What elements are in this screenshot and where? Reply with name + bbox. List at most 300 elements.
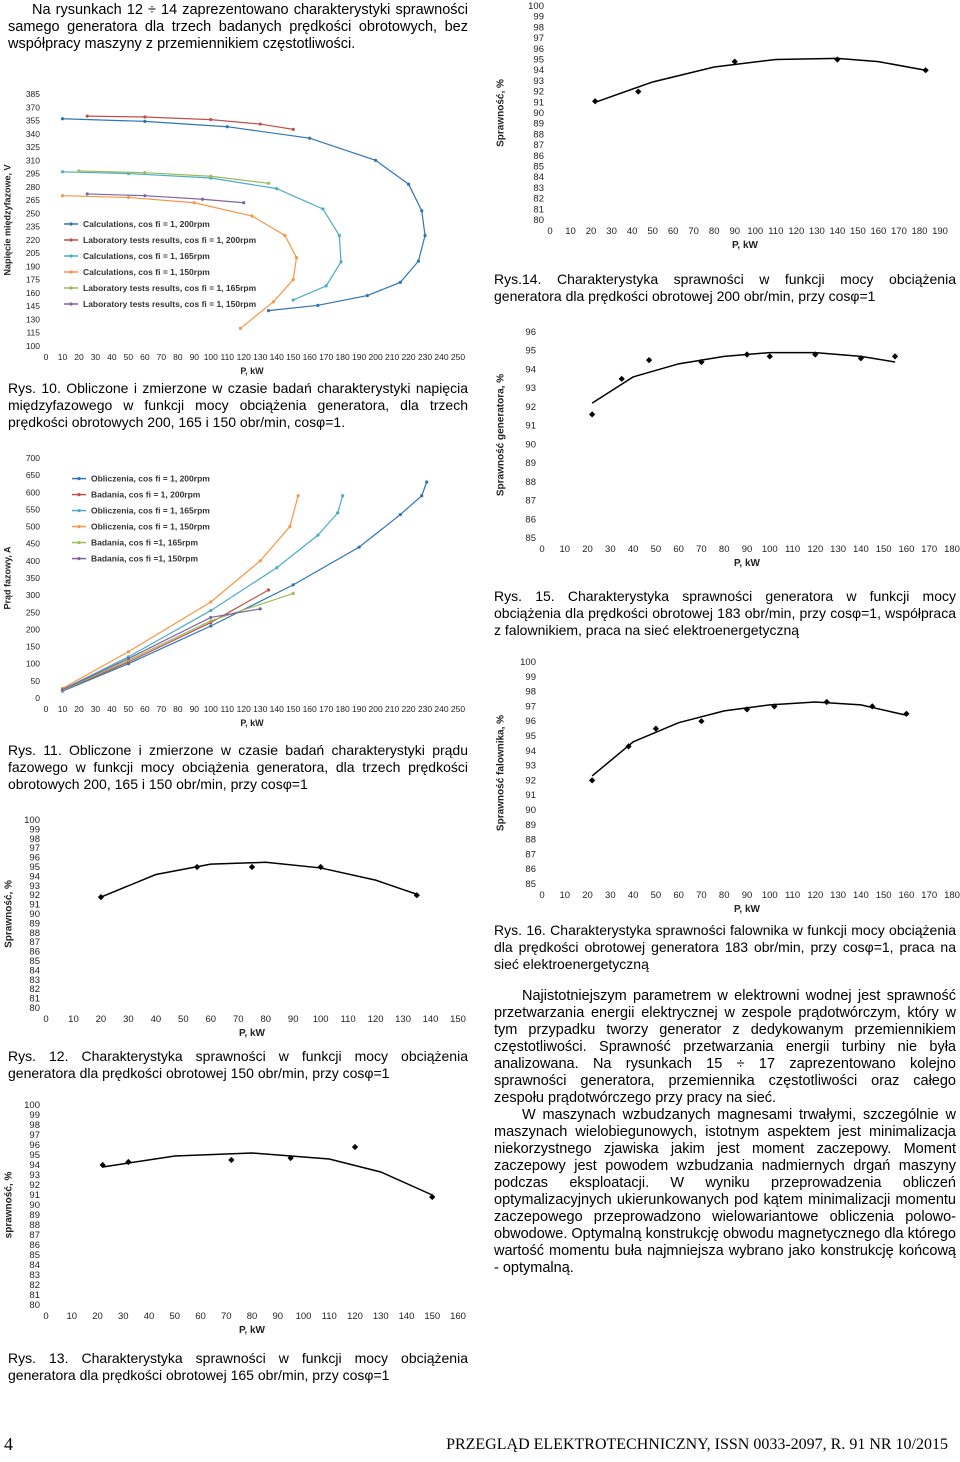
x-tick-label: 20 bbox=[92, 1311, 103, 1322]
data-point bbox=[834, 56, 840, 62]
y-tick-label: 87 bbox=[525, 495, 536, 507]
x-tick-label: 100 bbox=[761, 890, 778, 901]
data-point bbox=[143, 120, 146, 123]
data-point bbox=[267, 182, 270, 185]
caption-rys12: Rys. 12. Charakterystyka sprawności w funkcji mocy obciążenia generatora dla prędkości obrotowej 150 obr/min, przy cosφ=1 bbox=[8, 1048, 468, 1081]
x-tick-label: 140 bbox=[269, 352, 284, 362]
data-point bbox=[288, 525, 291, 528]
data-point bbox=[425, 480, 428, 483]
x-tick-label: 240 bbox=[434, 352, 449, 362]
y-tick-label: 88 bbox=[29, 927, 40, 939]
x-tick-label: 50 bbox=[169, 1311, 181, 1322]
y-tick-label: 87 bbox=[29, 937, 40, 949]
x-tick-label: 100 bbox=[295, 1311, 312, 1322]
data-point bbox=[127, 650, 130, 653]
data-point bbox=[592, 98, 598, 104]
data-point bbox=[127, 196, 130, 199]
y-tick-label: 91 bbox=[525, 790, 536, 802]
x-tick-label: 30 bbox=[90, 352, 101, 362]
x-tick-label: 70 bbox=[220, 1311, 232, 1322]
y-tick-label: 97 bbox=[29, 1130, 40, 1141]
x-tick-label: 110 bbox=[321, 1311, 337, 1322]
x-tick-label: 60 bbox=[673, 544, 684, 555]
x-tick-label: 180 bbox=[335, 704, 350, 714]
data-point bbox=[336, 511, 339, 514]
x-tick-label: 0 bbox=[539, 890, 545, 901]
data-point bbox=[420, 209, 423, 212]
y-tick-label: 83 bbox=[29, 974, 40, 986]
x-axis-label: P, kW bbox=[240, 366, 264, 376]
legend-marker bbox=[69, 286, 72, 289]
x-tick-label: 50 bbox=[123, 704, 134, 714]
data-point bbox=[267, 588, 270, 591]
y-tick-label: 96 bbox=[525, 327, 536, 338]
x-tick-label: 80 bbox=[718, 544, 730, 555]
series-line bbox=[87, 194, 244, 203]
y-tick-label: 89 bbox=[525, 458, 536, 470]
data-point bbox=[407, 183, 410, 186]
legend-label: Obliczenia, cos fi = 1, 200rpm bbox=[91, 473, 210, 484]
y-tick-label: 97 bbox=[525, 701, 536, 713]
data-point bbox=[86, 192, 89, 195]
y-tick-label: 93 bbox=[29, 880, 40, 892]
x-tick-label: 170 bbox=[319, 352, 334, 362]
data-point bbox=[399, 281, 402, 284]
y-tick-label: 280 bbox=[25, 181, 40, 192]
y-tick-label: 99 bbox=[533, 11, 544, 23]
data-point bbox=[292, 278, 295, 281]
x-tick-label: 40 bbox=[143, 1311, 155, 1322]
x-tick-label: 90 bbox=[287, 1014, 299, 1025]
y-tick-label: 93 bbox=[29, 1170, 40, 1181]
x-tick-label: 90 bbox=[729, 226, 741, 237]
x-tick-label: 170 bbox=[891, 226, 907, 237]
y-tick-label: 83 bbox=[29, 1270, 40, 1281]
y-tick-label: 83 bbox=[533, 182, 544, 194]
x-tick-label: 20 bbox=[582, 890, 593, 901]
chart-rys15 bbox=[492, 322, 960, 580]
y-tick-label: 84 bbox=[29, 1260, 40, 1271]
x-tick-label: 130 bbox=[253, 704, 268, 714]
data-point bbox=[292, 592, 295, 595]
legend-marker bbox=[69, 270, 72, 273]
data-point bbox=[635, 88, 641, 94]
legend-marker bbox=[77, 525, 80, 528]
x-tick-label: 190 bbox=[352, 704, 367, 714]
y-tick-label: 94 bbox=[29, 1160, 40, 1171]
x-tick-label: 110 bbox=[784, 544, 801, 555]
x-tick-label: 130 bbox=[395, 1014, 411, 1025]
x-tick-label: 150 bbox=[286, 352, 301, 362]
x-tick-label: 80 bbox=[260, 1014, 272, 1025]
trend-line bbox=[101, 862, 417, 897]
x-tick-label: 0 bbox=[43, 352, 49, 362]
y-tick-label: 355 bbox=[25, 115, 40, 126]
y-tick-label: 370 bbox=[25, 102, 40, 113]
y-tick-label: 91 bbox=[29, 899, 40, 911]
data-point bbox=[86, 115, 89, 118]
y-tick-label: 100 bbox=[25, 658, 40, 669]
x-tick-label: 120 bbox=[788, 226, 805, 237]
data-point bbox=[259, 122, 262, 125]
x-tick-label: 210 bbox=[384, 352, 400, 362]
y-tick-label: 115 bbox=[26, 327, 40, 338]
y-axis-label: sprawność, % bbox=[3, 1171, 15, 1239]
x-tick-label: 190 bbox=[932, 226, 948, 237]
x-tick-label: 230 bbox=[417, 704, 433, 714]
x-tick-label: 60 bbox=[195, 1311, 206, 1322]
y-tick-label: 80 bbox=[29, 1300, 40, 1311]
y-tick-label: 96 bbox=[29, 852, 40, 864]
data-point bbox=[589, 777, 595, 783]
y-tick-label: 385 bbox=[25, 89, 40, 99]
y-tick-label: 97 bbox=[533, 33, 544, 45]
x-tick-label: 120 bbox=[807, 890, 824, 901]
data-point bbox=[619, 376, 625, 382]
y-tick-label: 400 bbox=[25, 555, 40, 566]
y-tick-label: 310 bbox=[25, 155, 40, 166]
figure-rys14 bbox=[492, 0, 954, 262]
y-tick-label: 650 bbox=[25, 470, 40, 481]
data-point bbox=[283, 234, 286, 237]
trend-line bbox=[592, 702, 906, 776]
y-tick-label: 99 bbox=[29, 824, 40, 836]
data-point bbox=[589, 411, 595, 417]
y-tick-label: 86 bbox=[533, 150, 544, 162]
legend-marker bbox=[69, 238, 72, 241]
y-tick-label: 80 bbox=[29, 1003, 40, 1014]
y-axis-label: Sprawność generatora, % bbox=[495, 373, 507, 497]
data-point bbox=[127, 657, 130, 660]
x-tick-label: 10 bbox=[565, 226, 576, 237]
data-point bbox=[61, 688, 64, 691]
data-point bbox=[193, 201, 196, 204]
y-tick-label: 89 bbox=[533, 118, 544, 130]
y-tick-label: 98 bbox=[29, 1120, 40, 1131]
x-tick-label: 180 bbox=[944, 890, 960, 901]
y-tick-label: 95 bbox=[525, 345, 536, 357]
y-tick-label: 81 bbox=[533, 204, 544, 216]
y-tick-label: 130 bbox=[25, 314, 40, 325]
y-tick-label: 325 bbox=[25, 142, 40, 153]
x-tick-label: 230 bbox=[417, 352, 433, 362]
x-tick-label: 250 bbox=[450, 352, 466, 362]
data-point bbox=[209, 616, 212, 619]
chart-rys16 bbox=[492, 654, 960, 918]
y-tick-label: 86 bbox=[525, 864, 536, 876]
x-tick-label: 170 bbox=[921, 544, 938, 555]
y-tick-label: 86 bbox=[29, 946, 40, 958]
x-tick-label: 140 bbox=[852, 544, 869, 555]
x-tick-label: 110 bbox=[220, 352, 235, 362]
x-tick-label: 160 bbox=[450, 1311, 466, 1322]
y-tick-label: 85 bbox=[525, 879, 536, 890]
x-tick-label: 60 bbox=[140, 352, 150, 362]
y-tick-label: 235 bbox=[25, 221, 40, 232]
y-tick-label: 550 bbox=[25, 504, 40, 515]
x-tick-label: 0 bbox=[547, 226, 553, 237]
y-tick-label: 89 bbox=[29, 918, 40, 930]
y-tick-label: 86 bbox=[525, 514, 536, 526]
data-point bbox=[250, 214, 253, 217]
x-tick-label: 30 bbox=[123, 1014, 134, 1025]
legend-label: Laboratory tests results, cos fi = 1, 165rpm bbox=[83, 282, 257, 293]
x-axis-label: P, kW bbox=[732, 240, 758, 251]
data-point bbox=[316, 534, 319, 537]
legend-marker bbox=[77, 509, 80, 512]
y-tick-label: 91 bbox=[29, 1190, 40, 1201]
x-tick-label: 140 bbox=[422, 1014, 439, 1025]
y-tick-label: 85 bbox=[533, 161, 544, 173]
x-tick-label: 120 bbox=[807, 544, 824, 555]
body-paragraph-1: Najistotniejszym parametrem w elektrowni wodnej jest sprawność przetwarzania energii elektrycznej w zespole prądotwórczym, który w tym przypadku tworzy generator z dedykowanym przemiennikiem częstotliwości. Sprawność przetwarzania energii turbiny nie była analizowana. Na rysunkach 15 ÷ 17 zaprezentowano kolejno sprawności generatora, przemiennika częstotliwości oraz całego zespołu prądotwórczego przy pracy na sieć. bbox=[494, 988, 956, 1106]
y-tick-label: 90 bbox=[29, 909, 40, 920]
x-tick-label: 10 bbox=[559, 544, 571, 555]
y-tick-label: 93 bbox=[525, 383, 536, 395]
data-point bbox=[209, 175, 212, 178]
x-tick-label: 20 bbox=[585, 226, 597, 237]
data-point bbox=[295, 256, 298, 259]
y-tick-label: 88 bbox=[525, 834, 536, 846]
y-tick-label: 265 bbox=[25, 195, 40, 206]
x-tick-label: 10 bbox=[559, 890, 571, 901]
x-tick-label: 20 bbox=[74, 352, 84, 362]
x-tick-label: 0 bbox=[539, 544, 545, 555]
legend-marker bbox=[69, 254, 72, 257]
x-tick-label: 90 bbox=[741, 544, 753, 555]
y-tick-label: 94 bbox=[533, 65, 544, 77]
y-tick-label: 100 bbox=[24, 815, 40, 826]
data-point bbox=[744, 351, 750, 357]
y-tick-label: 200 bbox=[25, 624, 40, 635]
y-tick-label: 87 bbox=[525, 849, 536, 861]
legend-label: Obliczenia, cos fi = 1, 150rpm bbox=[91, 521, 210, 532]
y-tick-label: 89 bbox=[525, 819, 536, 831]
legend-label: Badania, cos fi =1, 165rpm bbox=[91, 537, 199, 548]
data-point bbox=[923, 67, 929, 73]
y-axis-label: Sprawność falownika, % bbox=[495, 714, 507, 832]
y-tick-label: 220 bbox=[25, 234, 40, 245]
x-tick-label: 180 bbox=[911, 226, 928, 237]
legend-label: Badania, cos fi = 1, 200rpm bbox=[91, 489, 201, 500]
y-tick-label: 96 bbox=[525, 716, 536, 728]
y-tick-label: 91 bbox=[533, 97, 544, 109]
data-point bbox=[77, 169, 80, 172]
x-tick-label: 0 bbox=[43, 1014, 49, 1025]
chart-rys11 bbox=[0, 450, 470, 732]
y-tick-label: 99 bbox=[525, 671, 536, 683]
x-tick-label: 40 bbox=[627, 544, 639, 555]
trend-line bbox=[103, 1153, 433, 1195]
x-tick-label: 30 bbox=[605, 890, 616, 901]
data-point bbox=[903, 711, 909, 717]
legend-marker bbox=[77, 557, 80, 560]
x-tick-label: 10 bbox=[57, 352, 68, 362]
chart-rys12 bbox=[0, 812, 470, 1044]
x-tick-label: 40 bbox=[150, 1014, 162, 1025]
x-tick-label: 30 bbox=[117, 1311, 129, 1322]
data-point bbox=[399, 513, 402, 516]
legend-marker bbox=[77, 493, 80, 496]
y-tick-label: 98 bbox=[533, 22, 544, 34]
x-tick-label: 120 bbox=[236, 704, 251, 714]
x-tick-label: 210 bbox=[384, 704, 400, 714]
body-text bbox=[494, 988, 956, 1277]
x-tick-label: 70 bbox=[688, 226, 699, 237]
data-point bbox=[98, 894, 104, 900]
y-tick-label: 84 bbox=[29, 965, 40, 977]
y-tick-label: 85 bbox=[29, 1250, 40, 1261]
data-point bbox=[374, 159, 377, 162]
x-tick-label: 110 bbox=[220, 704, 235, 714]
legend-marker bbox=[69, 222, 72, 225]
x-tick-label: 100 bbox=[203, 352, 218, 362]
data-point bbox=[226, 125, 229, 128]
y-tick-label: 300 bbox=[25, 590, 40, 601]
x-tick-label: 120 bbox=[236, 352, 251, 362]
x-tick-label: 110 bbox=[340, 1014, 356, 1025]
data-point bbox=[338, 234, 341, 237]
x-tick-label: 160 bbox=[898, 890, 915, 901]
y-tick-label: 250 bbox=[25, 607, 40, 618]
y-tick-label: 95 bbox=[525, 731, 536, 742]
y-tick-label: 81 bbox=[29, 1290, 40, 1301]
y-tick-label: 160 bbox=[25, 287, 40, 298]
data-point bbox=[292, 583, 295, 586]
y-tick-label: 92 bbox=[29, 1180, 40, 1191]
y-tick-label: 98 bbox=[29, 833, 40, 845]
figure-rys15 bbox=[492, 322, 960, 580]
x-tick-label: 130 bbox=[830, 890, 847, 901]
figure-rys12 bbox=[0, 812, 470, 1044]
x-tick-label: 0 bbox=[43, 704, 49, 714]
x-axis-label: P, kW bbox=[239, 1325, 265, 1336]
x-tick-label: 70 bbox=[696, 890, 707, 901]
x-tick-label: 80 bbox=[246, 1311, 258, 1322]
data-point bbox=[228, 1157, 234, 1163]
x-tick-label: 170 bbox=[921, 890, 938, 901]
x-tick-label: 180 bbox=[335, 352, 350, 362]
y-tick-label: 600 bbox=[25, 487, 40, 498]
x-tick-label: 140 bbox=[269, 704, 284, 714]
x-tick-label: 80 bbox=[708, 226, 720, 237]
y-tick-label: 86 bbox=[29, 1240, 40, 1251]
y-tick-label: 85 bbox=[525, 533, 536, 544]
data-point bbox=[143, 194, 146, 197]
y-tick-label: 90 bbox=[533, 108, 544, 119]
x-tick-label: 100 bbox=[747, 226, 764, 237]
x-tick-label: 90 bbox=[189, 352, 200, 362]
data-point bbox=[417, 260, 420, 263]
y-tick-label: 96 bbox=[29, 1140, 40, 1151]
caption-rys16: Rys. 16. Charakterystyka sprawności falownika w funkcji mocy obciążenia dla prędkości obrotowej generatora 183 obr/min, przy cosφ=1, praca na sieć elektroenergetyczną bbox=[494, 922, 956, 972]
y-axis-label: Sprawność, % bbox=[495, 79, 507, 147]
x-tick-label: 40 bbox=[107, 352, 117, 362]
x-tick-label: 150 bbox=[286, 704, 301, 714]
x-tick-label: 50 bbox=[123, 352, 134, 362]
x-tick-label: 180 bbox=[944, 544, 960, 555]
data-point bbox=[297, 494, 300, 497]
y-tick-label: 90 bbox=[525, 805, 536, 816]
data-point bbox=[339, 260, 342, 263]
y-tick-label: 88 bbox=[525, 476, 536, 488]
x-tick-label: 10 bbox=[66, 1311, 78, 1322]
y-tick-label: 98 bbox=[525, 686, 536, 698]
data-point bbox=[259, 607, 262, 610]
legend-marker bbox=[69, 302, 72, 305]
x-tick-label: 140 bbox=[829, 226, 846, 237]
x-tick-label: 150 bbox=[424, 1311, 441, 1322]
x-tick-label: 160 bbox=[302, 704, 317, 714]
x-tick-label: 70 bbox=[156, 352, 167, 362]
y-tick-label: 350 bbox=[25, 573, 40, 583]
y-tick-label: 90 bbox=[525, 439, 536, 451]
chart-rys10 bbox=[0, 88, 470, 378]
data-point bbox=[767, 353, 773, 359]
y-tick-label: 88 bbox=[29, 1220, 40, 1231]
caption-rys14: Rys.14. Charakterystyka sprawności w funkcji mocy obciążenia generatora dla prędkości obrotowej 200 obr/min, przy cosφ=1 bbox=[494, 271, 956, 304]
data-point bbox=[209, 624, 212, 627]
data-point bbox=[125, 1159, 131, 1165]
data-point bbox=[321, 207, 324, 210]
data-point bbox=[358, 546, 361, 549]
legend-label: Obliczenia, cos fi = 1, 165rpm bbox=[91, 505, 210, 516]
x-tick-label: 50 bbox=[650, 890, 662, 901]
y-tick-label: 82 bbox=[533, 193, 544, 205]
x-tick-label: 140 bbox=[852, 890, 869, 901]
figure-rys13 bbox=[0, 1097, 470, 1343]
y-tick-label: 94 bbox=[525, 364, 536, 376]
legend-label: Laboratory tests results, cos fi = 1, 150rpm bbox=[83, 298, 257, 309]
x-tick-label: 250 bbox=[450, 704, 466, 714]
x-tick-label: 30 bbox=[90, 704, 101, 714]
data-point bbox=[201, 198, 204, 201]
data-point bbox=[366, 294, 369, 297]
y-tick-label: 295 bbox=[25, 168, 40, 179]
trend-line bbox=[592, 353, 895, 404]
legend-label: Calculations, cos fi = 1, 165rpm bbox=[83, 250, 210, 261]
data-point bbox=[249, 864, 255, 870]
y-tick-label: 94 bbox=[525, 745, 536, 757]
data-point bbox=[341, 494, 344, 497]
y-tick-label: 93 bbox=[533, 75, 544, 87]
x-tick-label: 160 bbox=[870, 226, 887, 237]
y-tick-label: 190 bbox=[25, 261, 40, 272]
x-tick-label: 80 bbox=[173, 704, 183, 714]
data-point bbox=[61, 170, 64, 173]
y-tick-label: 89 bbox=[29, 1210, 40, 1221]
x-tick-label: 80 bbox=[718, 890, 730, 901]
y-tick-label: 90 bbox=[29, 1200, 40, 1211]
x-tick-label: 200 bbox=[368, 704, 383, 714]
x-tick-label: 60 bbox=[673, 890, 684, 901]
x-tick-label: 160 bbox=[898, 544, 915, 555]
x-tick-label: 130 bbox=[808, 226, 825, 237]
y-tick-label: 80 bbox=[533, 215, 544, 226]
figure-rys16 bbox=[492, 654, 960, 918]
y-tick-label: 0 bbox=[35, 693, 40, 703]
x-tick-label: 190 bbox=[352, 352, 367, 362]
x-tick-label: 40 bbox=[626, 226, 638, 237]
data-point bbox=[275, 566, 278, 569]
data-point bbox=[325, 284, 328, 287]
x-tick-label: 120 bbox=[347, 1311, 363, 1322]
x-tick-label: 70 bbox=[232, 1014, 244, 1025]
series-line bbox=[87, 116, 293, 129]
data-point bbox=[61, 194, 64, 197]
legend-marker bbox=[77, 541, 80, 544]
x-tick-label: 30 bbox=[606, 226, 617, 237]
